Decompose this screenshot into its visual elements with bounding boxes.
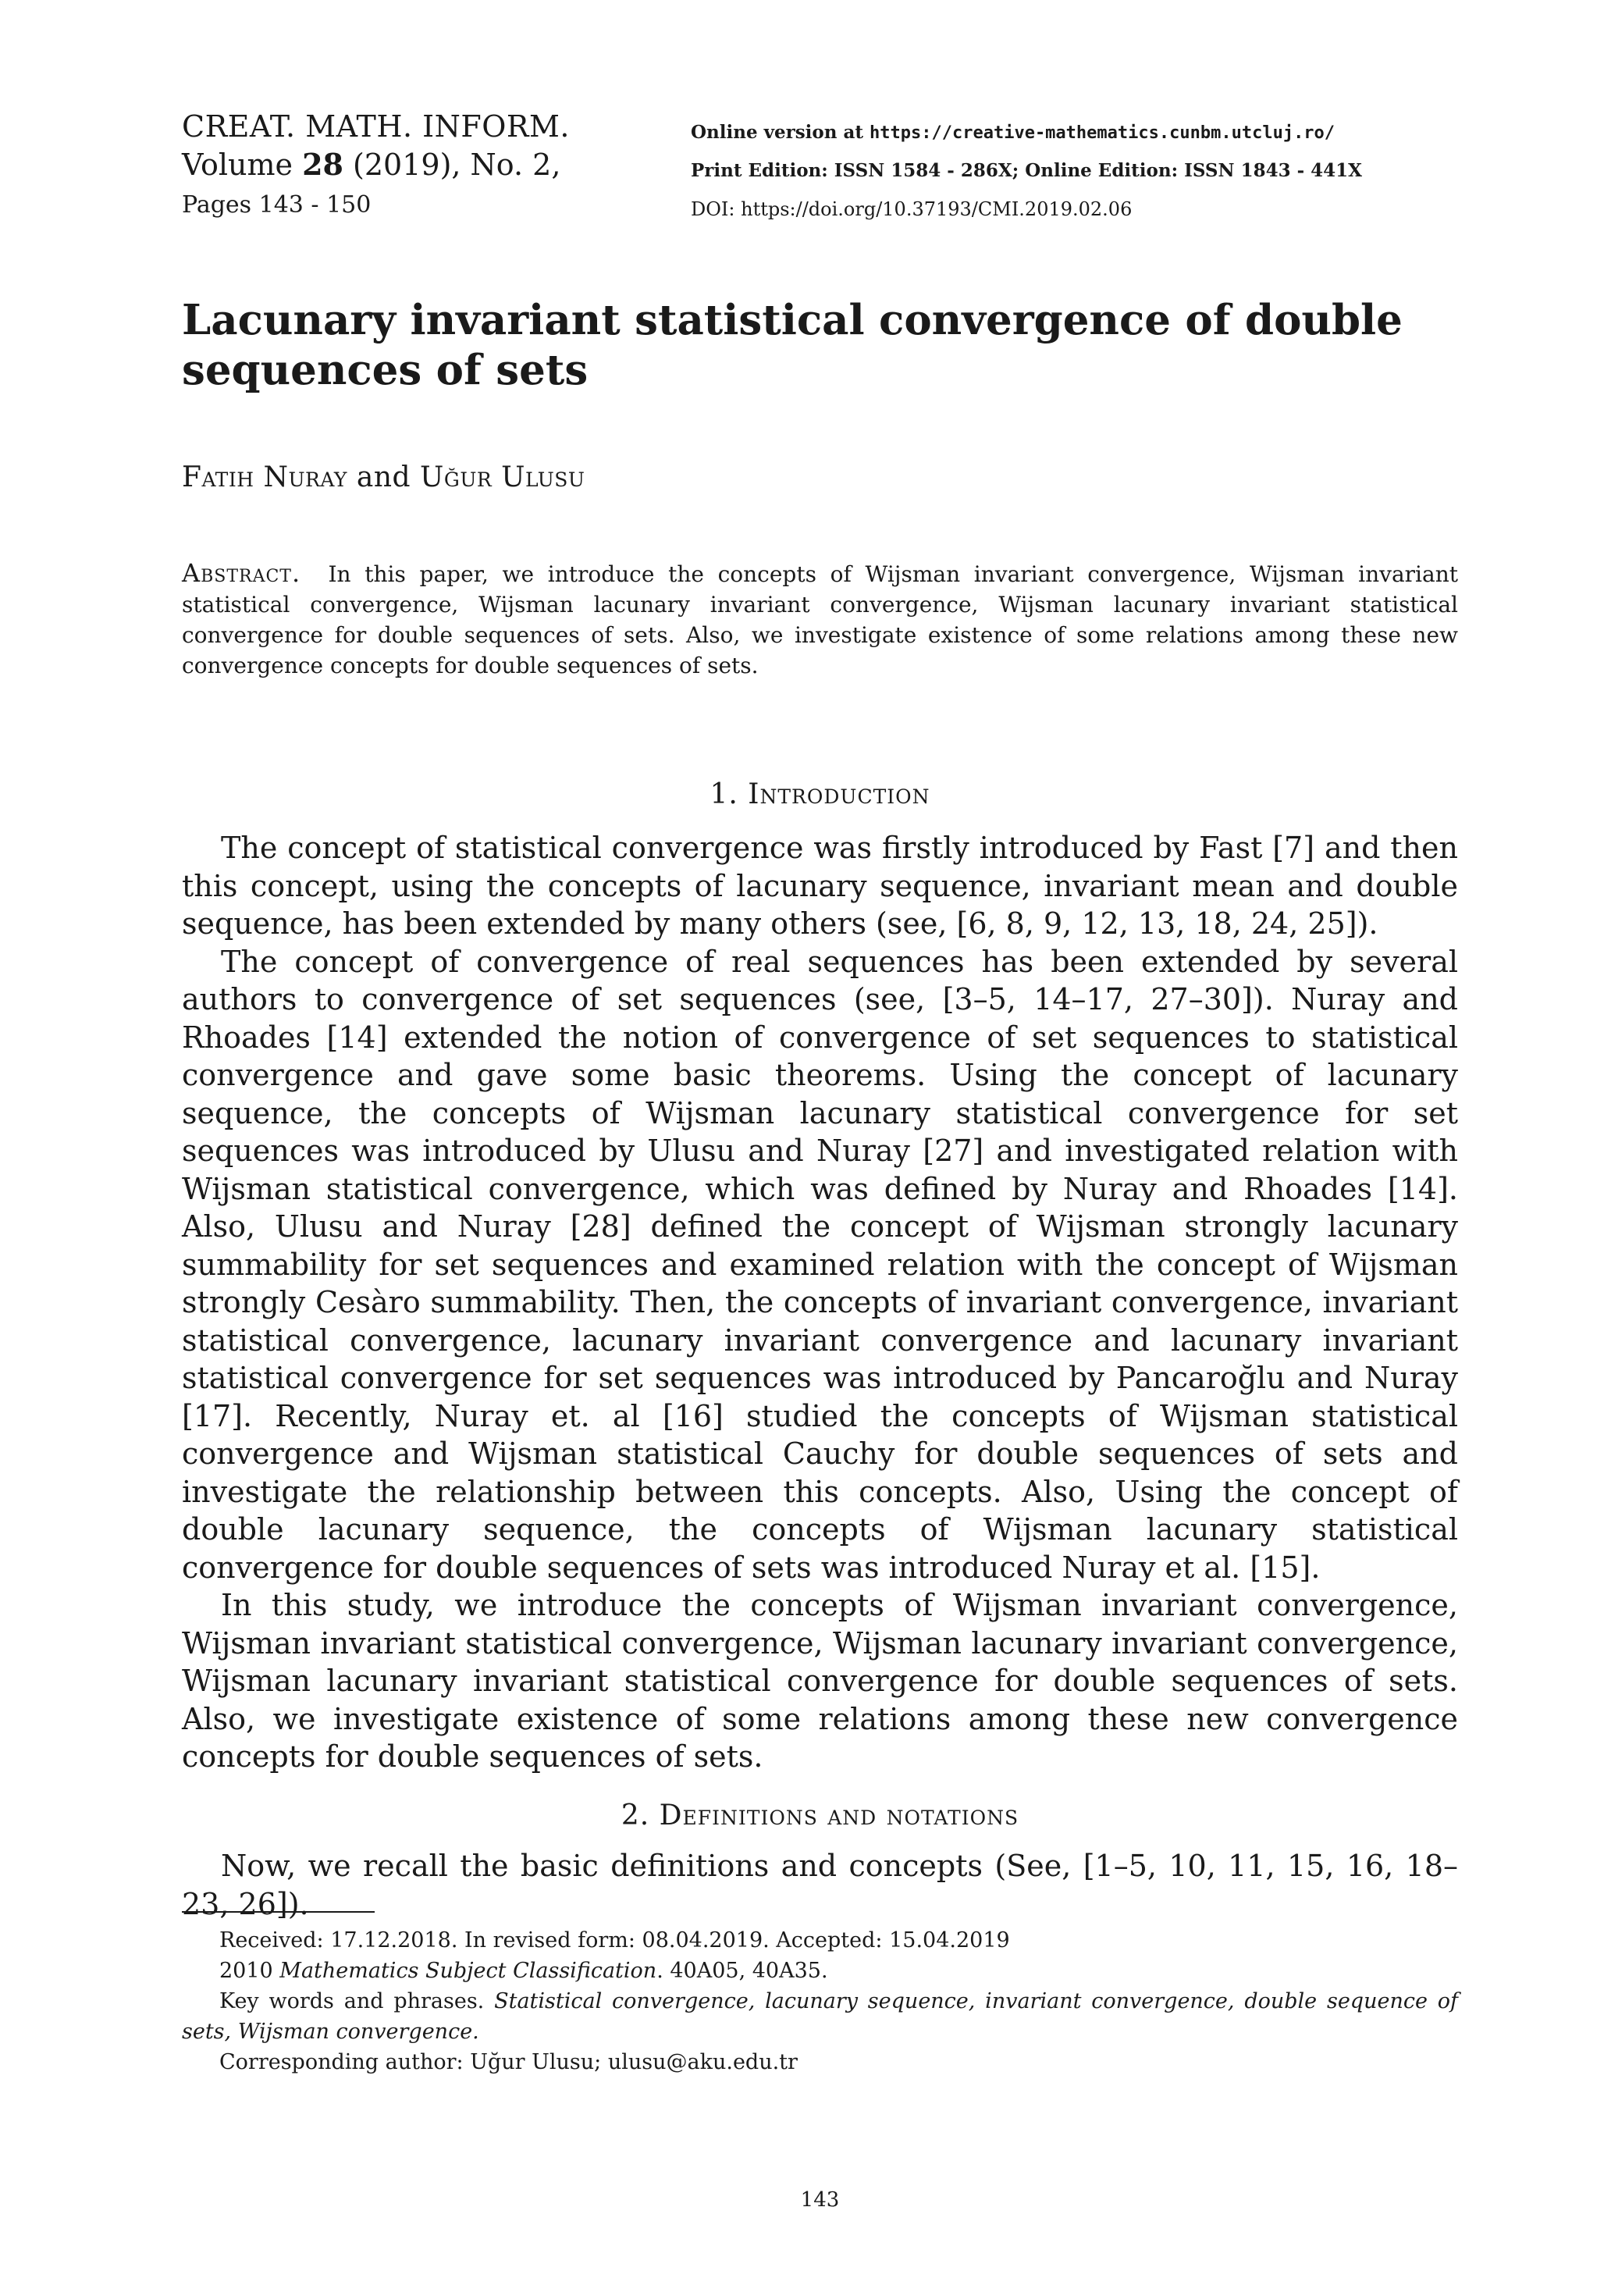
received-dates: Received: 17.12.2018. In revised form: 08.04.2019. Accepted: 15.04.2019: [219, 1928, 1010, 1952]
doi-link[interactable]: DOI: https://doi.org/10.37193/CMI.2019.02.06: [691, 198, 1133, 220]
abstract-text: In this paper, we introduce the concepts of Wijsman invariant convergence, Wijsman invariant statistical convergence, Wijsman lacunary invariant convergence, Wijsman lacunary invariant statistical convergence for double sequences of sets. Also, we investigate existence of some relations among these new convergence concepts for double sequences of sets.: [182, 561, 1458, 678]
msc-classification: 2010 Mathematics Subject Classification. 40A05, 40A35.: [219, 1959, 828, 1983]
online-version: Online version at https://creative-mathematics.cunbm.utcluj.ro/: [691, 122, 1335, 143]
keywords: Key words and phrases. Statistical convergence, lacunary sequence, invariant convergence, double sequence of sets, Wijsman convergence.: [182, 1989, 1459, 2044]
paragraph: In this study, we introduce the concepts of Wijsman invariant convergence, Wijsman invariant statistical convergence, Wijsman lacunary invariant convergence, Wijsman lacunary invariant statistical convergence for double sequences of sets. Also, we investigate existence of some relations among these new convergence concepts for double sequences of sets.: [182, 1588, 1458, 1774]
introduction-body: [182, 829, 1458, 1776]
abstract-label: Abstract.: [182, 558, 301, 588]
corresponding-author: Corresponding author: Uğur Ulusu; ulusu@aku.edu.tr: [219, 2050, 798, 2074]
paper-title: Lacunary invariant statistical convergence of double sequences of sets: [182, 296, 1403, 394]
section-heading-definitions: 2. Definitions and notations: [621, 1799, 1019, 1831]
footnotes: [182, 1925, 1458, 2077]
paragraph: Now, we recall the basic definitions and concepts (See, [1–5, 10, 11, 15, 16, 18–23, 26]).: [182, 1849, 1458, 1921]
page-range: Pages 143 - 150: [182, 191, 372, 219]
issn-line: Print Edition: ISSN 1584 - 286X; Online Edition: ISSN 1843 - 441X: [691, 160, 1363, 181]
publication-info: [691, 114, 1464, 229]
paragraph: The concept of statistical convergence was firstly introduced by Fast [7] and then this concept, using the concepts of lacunary sequence, invariant mean and double sequence, has been extended by many others (see, [6, 8, 9, 12, 13, 18, 24, 25]).: [182, 831, 1458, 941]
abstract: [182, 558, 1458, 681]
paragraph: The concept of convergence of real sequences has been extended by several authors to convergence of set sequences (see, [3–5, 14–17, 27–30]). Nuray and Rhoades [14] extended the notion of convergence of set sequences to statistical convergence and gave some basic theorems. Using the concept of lacunary sequence, the concepts of Wijsman lacunary statistical convergence for set sequences was introduced by Ulusu and Nuray [27] and investigated relation with Wijsman statistical convergence, which was defined by Nuray and Rhoades [14]. Also, Ulusu and Nuray [28] defined the concept of Wijsman strongly lacunary summability for set sequences and examined relation with the concept of Wijsman strongly Cesàro summability. Then, the concepts of invariant convergence, invariant statistical convergence, lacunary invariant convergence and lacunary invariant statistical convergence for set sequences was introduced by Pancaroğlu and Nuray [17]. Recently, Nuray et. al [16] studied the concepts of Wijsman statistical convergence and Wijsman statistical Cauchy for double sequences of sets and investigate the relationship between this concepts. Also, Using the concept of double lacunary sequence, the concepts of Wijsman lacunary statistical convergence for double sequences of sets was introduced Nuray et al. [15].: [182, 944, 1458, 1585]
author-conjunction: and: [356, 461, 411, 493]
journal-citation: [182, 108, 650, 226]
author-first: Fatih Nuray: [182, 461, 347, 493]
online-url-link[interactable]: https://creative-mathematics.cunbm.utcluj.ro/: [870, 123, 1335, 143]
footnote-divider: [182, 1911, 375, 1913]
page-number: 143: [800, 2188, 840, 2212]
journal-volume: Volume 28 (2019), No. 2,: [182, 147, 561, 182]
author-second: Uğur Ulusu: [420, 461, 585, 493]
volume-number: 28: [302, 147, 343, 182]
journal-name: CREAT. MATH. INFORM.: [182, 109, 571, 144]
section-heading-introduction: 1. Introduction: [710, 778, 930, 810]
author-list: [182, 461, 585, 495]
